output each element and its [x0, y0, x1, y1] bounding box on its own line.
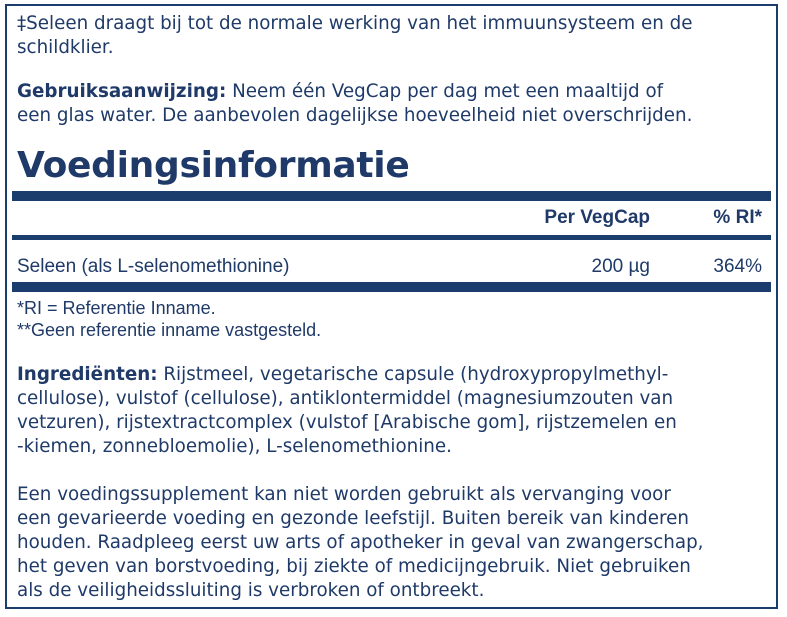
nutrient-name: Seleen (als L-selenomethionine)	[17, 256, 290, 277]
nutrient-amount: 200 µg	[591, 256, 650, 277]
supplement-label	[5, 4, 778, 609]
warning-line-1: Een voedingssupplement kan niet worden gebruikt als vervanging voor	[17, 484, 671, 505]
no-ri-footnote: **Geen referentie inname vastgesteld.	[17, 320, 322, 340]
ri-footnote: *RI = Referentie Inname.	[17, 298, 216, 318]
warning-line-4: het geven van borstvoeding, bij ziekte of medicijngebruik. Niet gebruiken	[17, 556, 691, 577]
usage-instructions	[17, 80, 768, 128]
nutrition-bottom-bar	[12, 282, 771, 292]
ingredients-line-3: vetzuren), rijstextractcomplex (vulstof [Arabische gom], rijstzemelen en	[17, 412, 677, 433]
ingredients	[17, 363, 768, 459]
nutrition-header-divider	[12, 235, 771, 240]
warning-line-3: houden. Raadpleeg eerst uw arts of apotheker in geval van zwangerschap,	[17, 532, 704, 553]
usage-line-1: Neem één VegCap per dag met een maaltijd of	[226, 81, 664, 102]
usage-line-2: een glas water. De aanbevolen dagelijkse hoeveelheid niet overschrijden.	[17, 105, 693, 126]
header-ri: % RI*	[713, 207, 762, 228]
warning-line-2: een gevarieerde voeding en gezonde leefstijl. Buiten bereik van kinderen	[17, 508, 689, 529]
header-per-vegcap: Per VegCap	[544, 207, 650, 228]
nutrition-title: Voedingsinformatie	[17, 145, 410, 186]
nutrient-ri: 364%	[713, 256, 762, 277]
ingredients-line-1: Rijstmeel, vegetarische capsule (hydroxypropylmethyl-	[157, 364, 669, 385]
warning-line-5: als de veiligheidssluiting is verbroken of ontbreekt.	[17, 580, 485, 601]
ingredients-label: Ingrediënten:	[17, 364, 158, 385]
ingredients-line-4: -kiemen, zonnebloemolie), L-selenomethionine.	[17, 436, 452, 457]
selenium-claim-line-1: ‡Seleen draagt bij tot de normale werking van het immuunsysteem en de	[17, 13, 693, 34]
nutrition-top-bar	[12, 191, 771, 201]
selenium-claim-line-2: schildklier.	[17, 37, 114, 58]
usage-label: Gebruiksaanwijzing:	[17, 81, 227, 102]
ingredients-line-2: cellulose), vulstof (cellulose), antiklontermiddel (magnesiumzouten van	[17, 388, 674, 409]
selenium-claim	[17, 12, 768, 60]
warning-text	[17, 483, 768, 603]
